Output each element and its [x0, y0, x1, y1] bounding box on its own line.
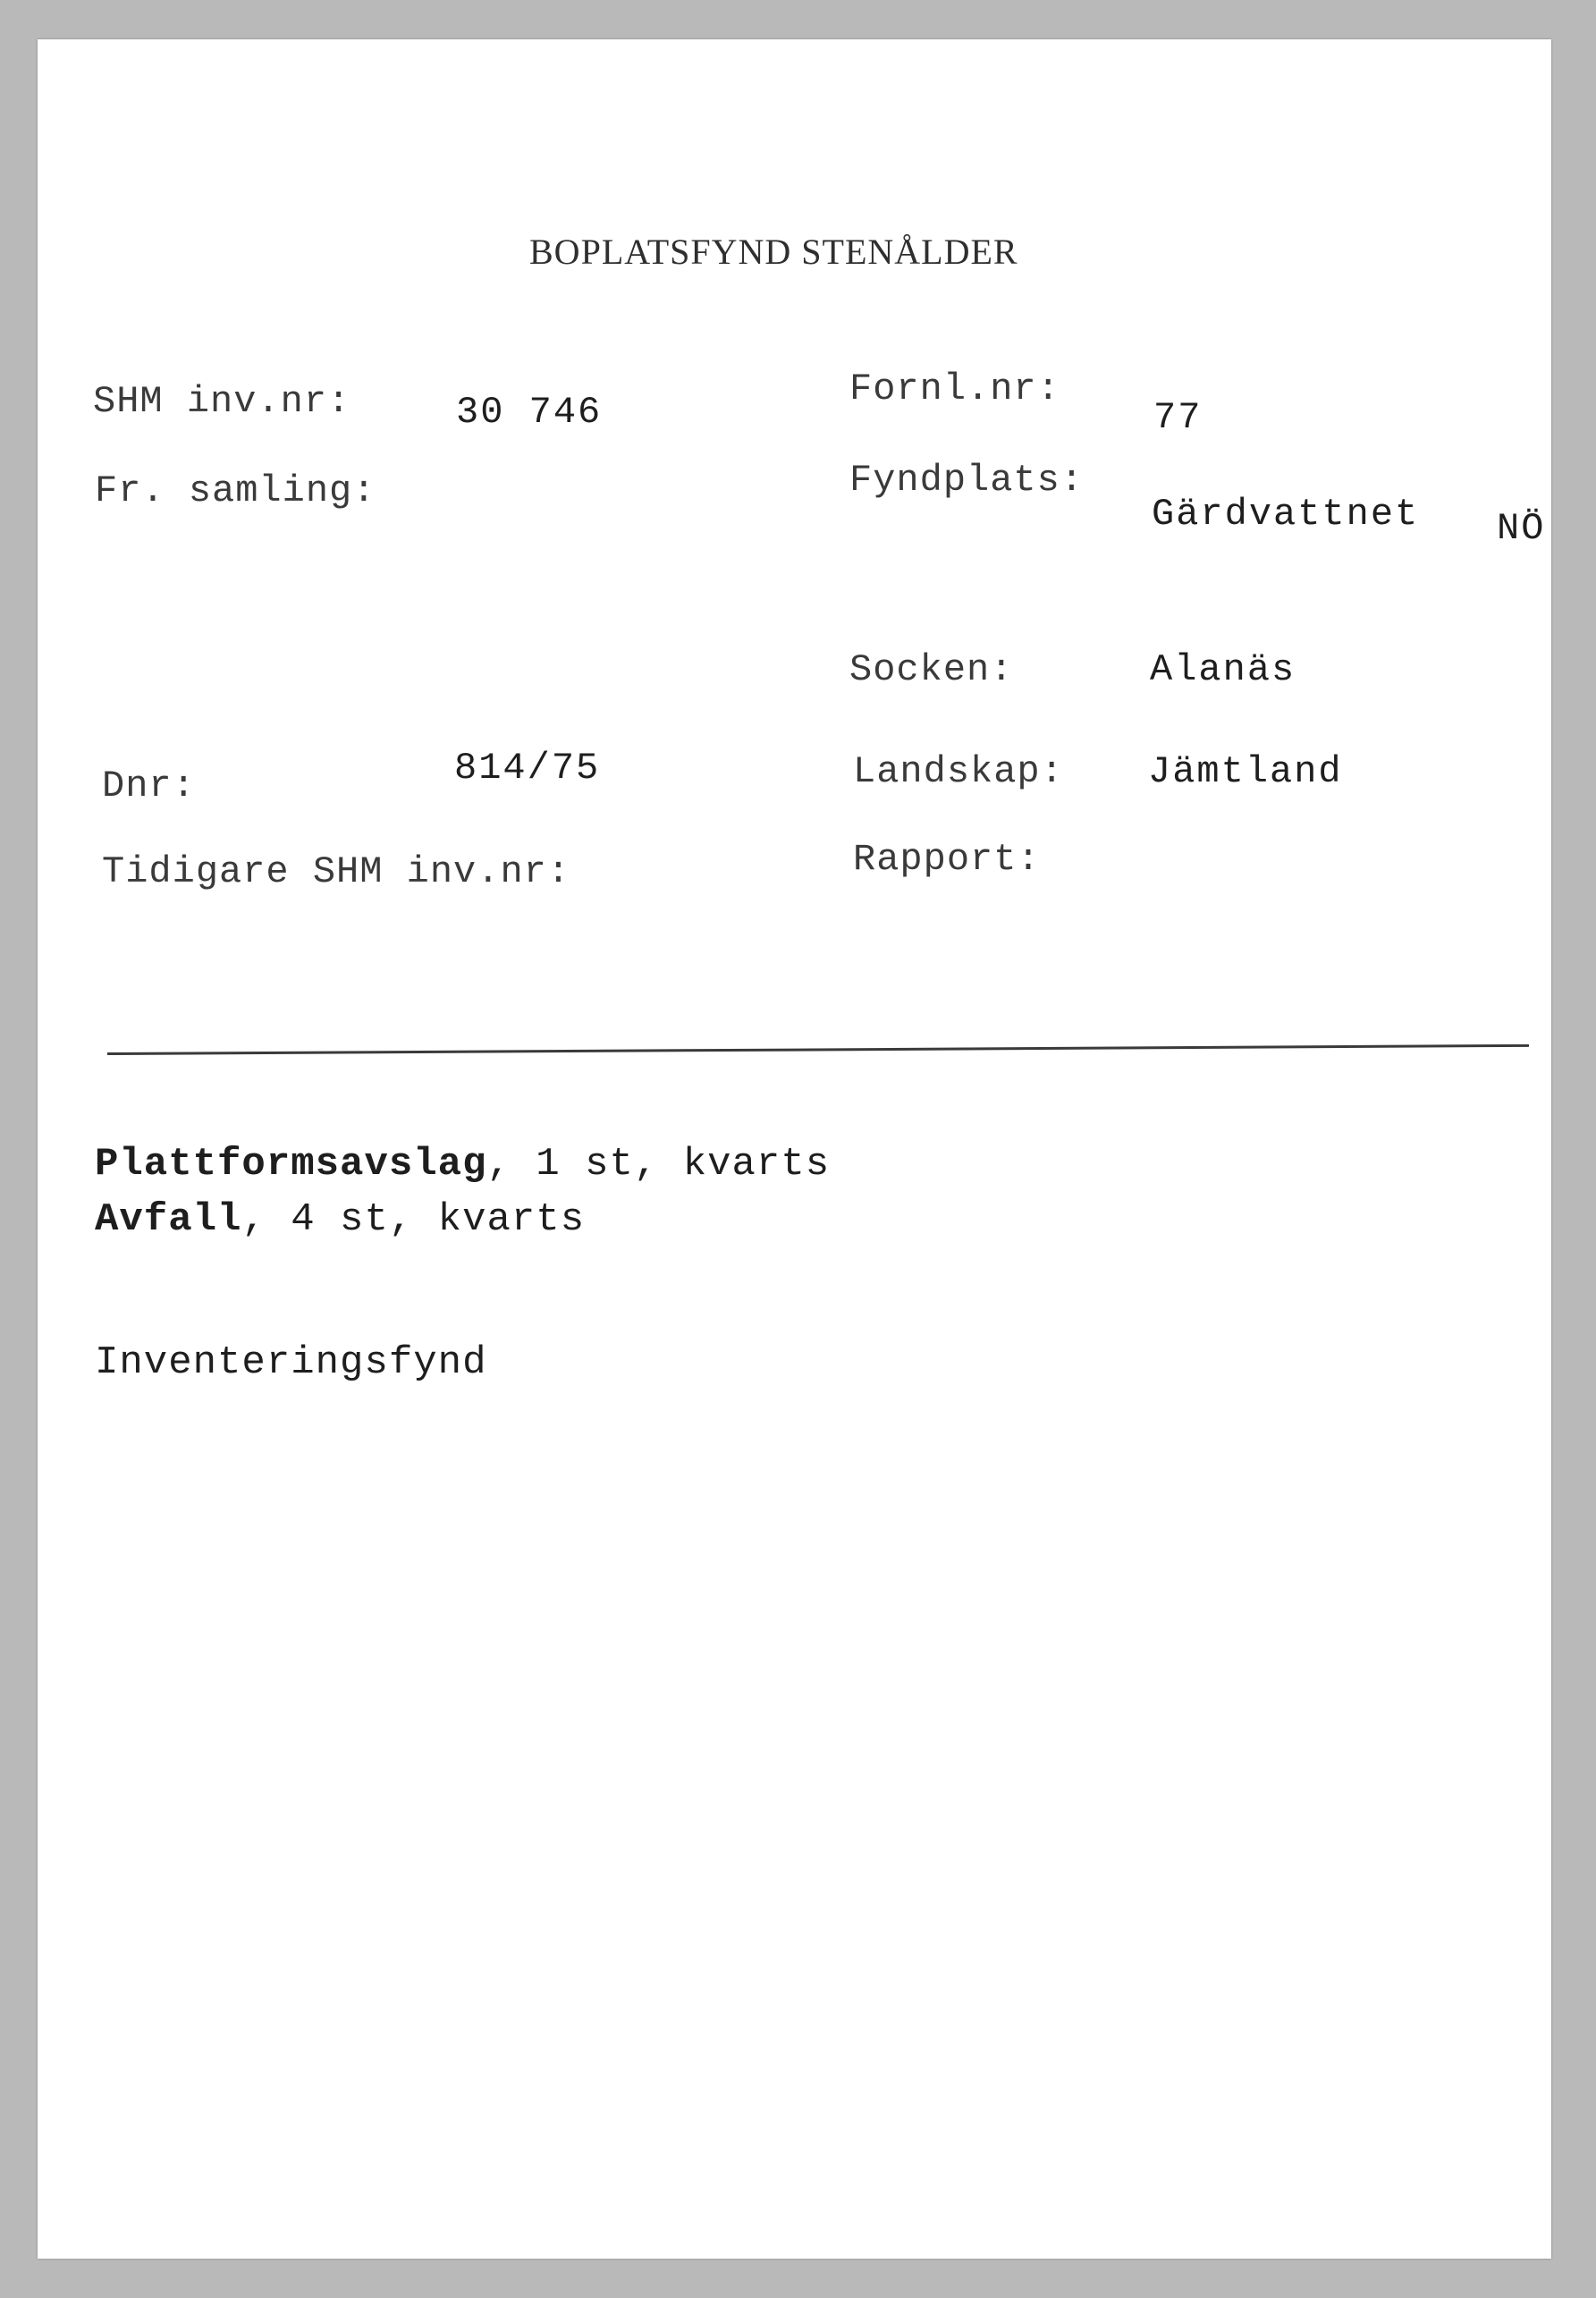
- landskap-label: Landskap:: [853, 750, 1064, 793]
- find-line-1: [95, 1142, 831, 1187]
- shm-inv-value: 30 746: [456, 391, 603, 434]
- fyndplats-value: Gärdvattnet: [1152, 493, 1420, 536]
- fyndplats-label: Fyndplats:: [849, 459, 1085, 502]
- fornl-value: 77: [1153, 396, 1203, 439]
- tidigare-shm-inv-label: Tidigare SHM inv.nr:: [102, 850, 571, 893]
- landskap-value: Jämtland: [1148, 750, 1343, 793]
- shm-inv-label: SHM inv.nr:: [93, 380, 351, 423]
- dnr-label: Dnr:: [102, 765, 196, 807]
- find-details: , 4 st, kvarts: [241, 1197, 586, 1242]
- socken-label: Socken:: [849, 648, 1014, 691]
- socken-value: Alanäs: [1150, 648, 1296, 691]
- fyndplats-suffix: NÖ: [1497, 507, 1546, 550]
- note-text: Inventeringsfynd: [95, 1340, 487, 1385]
- rapport-label: Rapport:: [853, 838, 1041, 881]
- find-details: , 1 st, kvarts: [486, 1142, 831, 1187]
- dnr-value: 814/75: [454, 747, 601, 790]
- fornl-label: Fornl.nr:: [849, 368, 1060, 410]
- find-line-2: [95, 1197, 586, 1242]
- fr-samling-label: Fr. samling:: [95, 469, 376, 512]
- card-heading: BOPLATSFYND STENÅLDER: [529, 232, 1018, 272]
- find-name: Plattformsavslag: [95, 1142, 487, 1187]
- find-name: Avfall: [95, 1197, 242, 1242]
